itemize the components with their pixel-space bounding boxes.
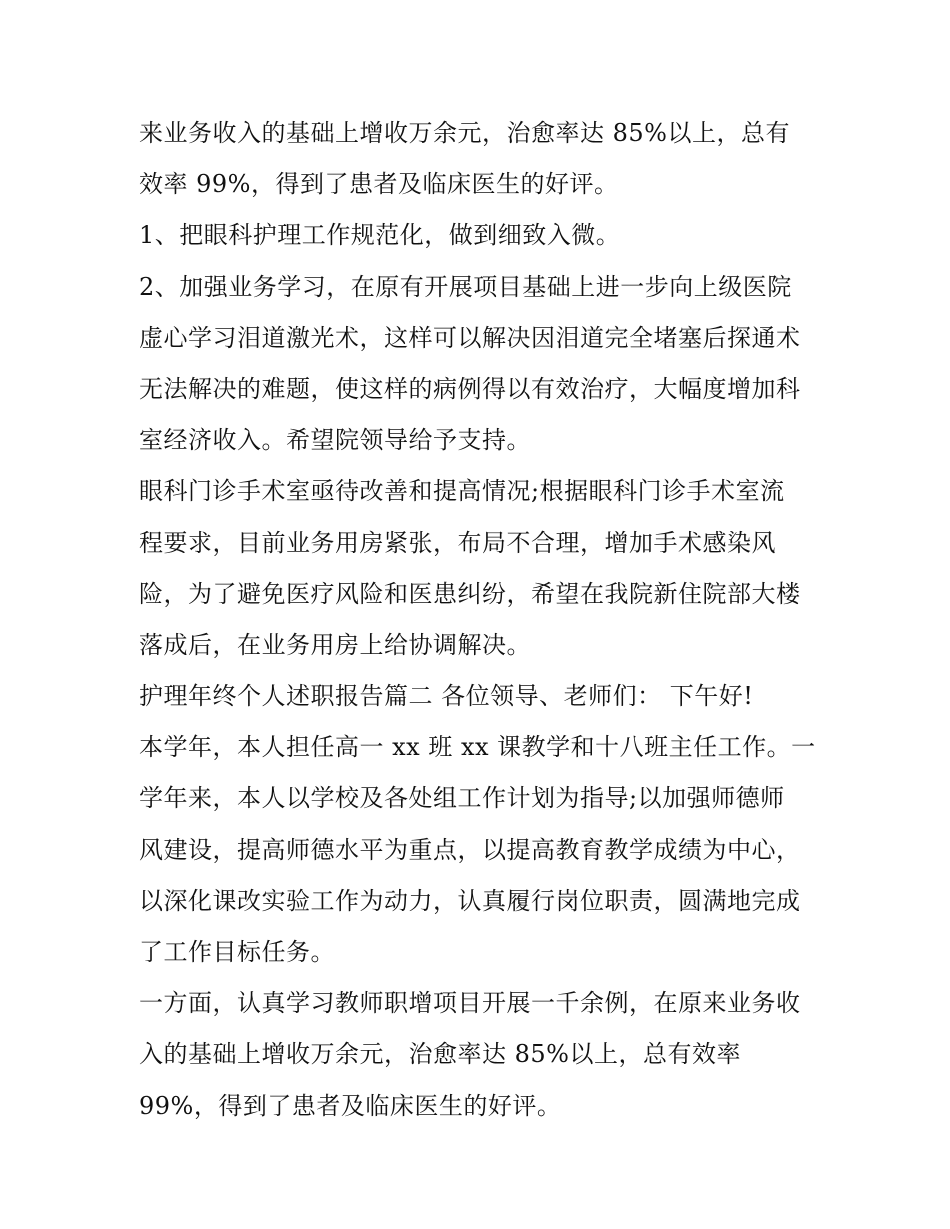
text-line: 本学年，本人担任高一 xx 班 xx 课教学和十八班主任工作。一 (139, 733, 816, 762)
text-line: 眼科门诊手术室亟待改善和提高情况;根据眼科门诊手术室流 (139, 477, 785, 506)
section-heading-line: 护理年终个人述职报告篇二 各位领导、老师们： 下午好! (139, 682, 754, 711)
text-line: 室经济收入。希望院领导给予支持。 (139, 426, 531, 455)
text-line: 入的基础上增收万余元，治愈率达 85%以上，总有效率 (139, 1040, 741, 1069)
text-line: 1、把眼科护理工作规范化，做到细致入微。 (139, 221, 621, 250)
text-line: 风建设，提高师德水平为重点，以提高教育教学成绩为中心， (139, 835, 801, 864)
text-line: 一方面，认真学习教师职增项目开展一千余例，在原来业务收 (139, 989, 801, 1018)
text-line: 学年来，本人以学校及各处组工作计划为指导;以加强师德师 (139, 784, 785, 813)
text-line: 2、加强业务学习，在原有开展项目基础上进一步向上级医院 (139, 272, 792, 301)
text-line: 无法解决的难题，使这样的病例得以有效治疗，大幅度增加科 (139, 374, 801, 403)
text-line: 险，为了避免医疗风险和医患纠纷，希望在我院新住院部大楼 (139, 579, 801, 608)
text-line: 99%，得到了患者及临床医生的好评。 (139, 1091, 562, 1120)
text-line: 虚心学习泪道激光术，这样可以解决因泪道完全堵塞后探通术 (139, 323, 801, 352)
text-line: 来业务收入的基础上增收万余元，治愈率达 85%以上，总有 (139, 119, 790, 147)
text-line: 了工作目标任务。 (139, 938, 335, 966)
text-line: 效率 99%，得到了患者及临床医生的好评。 (139, 170, 619, 199)
text-line: 以深化课改实验工作为动力，认真履行岗位职责，圆满地完成 (139, 886, 801, 915)
text-line: 落成后，在业务用房上给协调解决。 (139, 630, 531, 659)
text-line: 程要求，目前业务用房紧张，布局不合理，增加手术感染风 (139, 528, 776, 557)
document-body (139, 108, 819, 1132)
